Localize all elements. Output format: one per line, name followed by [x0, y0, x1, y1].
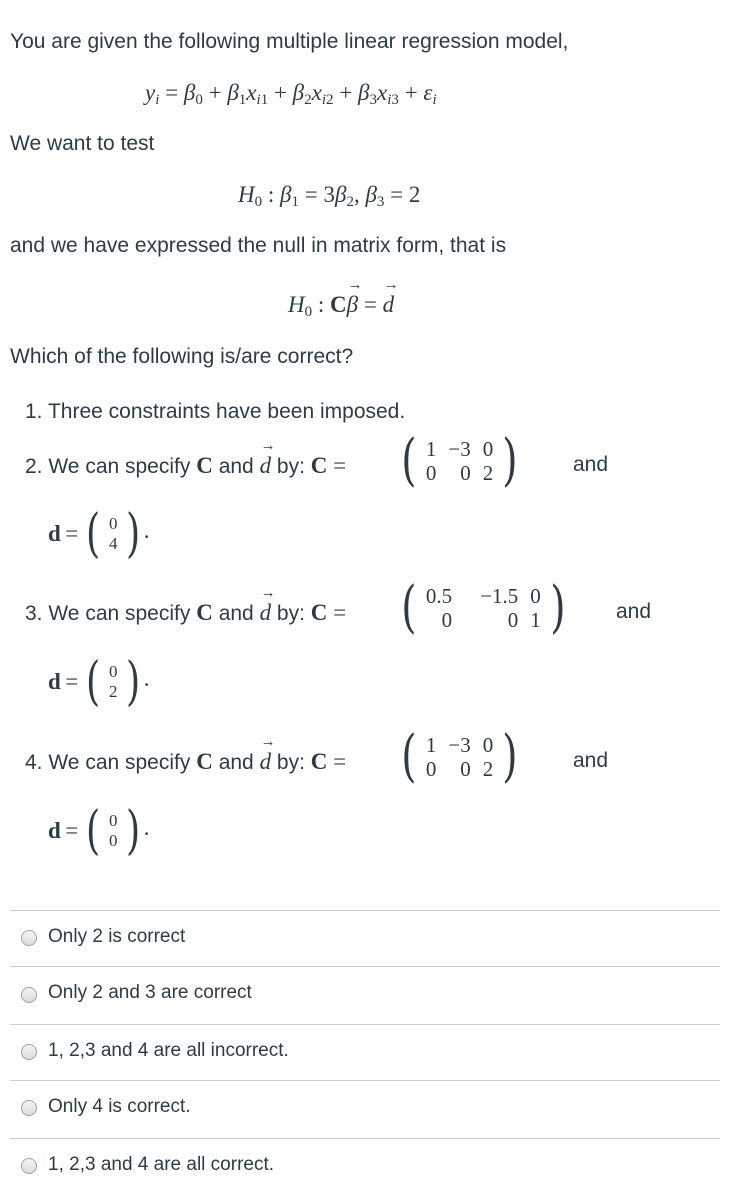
option-label: 1, 2,3 and 4 are all incorrect. — [48, 1040, 289, 1061]
null-hypothesis: $H_0$ : $\beta_1 = 3\beta_2$, $\beta_3 = 2$ — [238, 182, 421, 210]
d-vector-4: d = ( 0 0 ) . — [48, 801, 150, 861]
matrix-intro-text: and we have expressed the null in matrix form, that is — [10, 234, 507, 257]
c-symbol: C — [196, 600, 213, 625]
by-word: by: — [276, 455, 305, 478]
radio-button[interactable] — [21, 987, 37, 1003]
statement-number: 3. — [25, 602, 43, 625]
answer-option-2[interactable] — [10, 967, 720, 1024]
answer-option-3[interactable] — [10, 1025, 720, 1080]
radio-button[interactable] — [21, 1158, 37, 1174]
statement-text: We can specify — [48, 455, 191, 478]
option-label: Only 2 is correct — [48, 926, 186, 947]
statement-number: 1. — [25, 400, 43, 423]
statement-text: We can specify — [48, 602, 191, 625]
option-label: 1, 2,3 and 4 are all correct. — [48, 1154, 275, 1175]
by-word: by: — [276, 602, 305, 625]
d-vector-3: d = ( 0 2 ) . — [48, 652, 150, 712]
by-word: by: — [276, 751, 305, 774]
and-word: and — [218, 455, 254, 478]
c-matrix-4: ( 1 −3 0 0 0 2 ) — [401, 724, 518, 789]
option-label: Only 2 and 3 are correct — [48, 982, 252, 1003]
question-prompt: Which of the following is/are correct? — [10, 345, 354, 368]
trail-and: and — [573, 453, 609, 476]
statement-number: 2. — [25, 455, 43, 478]
c-matrix-3: ( 0.5 −1.5 0 0 0 1 ) — [401, 575, 566, 640]
radio-button[interactable] — [21, 1100, 37, 1116]
c-symbol: C — [196, 453, 213, 478]
statement-2: 2. We can specify C and → d by: C = — [25, 453, 346, 479]
answer-option-4[interactable] — [10, 1081, 720, 1138]
regression-equation: $y_i = \beta_0 + \beta_1x_{i1} + \beta_2x_{i2} + \beta_3x_{i3} + \varepsilon_i$ — [145, 80, 437, 108]
we-want-text: We want to test — [10, 132, 155, 155]
question-intro: You are given the following multiple linear regression model, — [10, 30, 569, 53]
answer-option-5[interactable] — [10, 1139, 720, 1194]
radio-button[interactable] — [21, 1044, 37, 1060]
c-matrix-2: ( 1 −3 0 0 0 2 ) — [401, 428, 518, 493]
trail-and: and — [616, 600, 652, 623]
answer-option-1[interactable] — [10, 911, 720, 966]
and-word: and — [218, 602, 254, 625]
trail-and: and — [573, 749, 609, 772]
null-matrix-form: $H_0$ : C→ β = → d — [288, 292, 394, 318]
statement-4: 4. We can specify C and → d by: C = — [25, 749, 346, 775]
d-vector-2: d = ( 0 4 ) . — [48, 504, 150, 564]
option-label: Only 4 is correct. — [48, 1096, 191, 1117]
radio-button[interactable] — [21, 930, 37, 946]
statement-3: 3. We can specify C and → d by: C = — [25, 600, 346, 626]
and-word: and — [218, 751, 254, 774]
statement-text: We can specify — [48, 751, 191, 774]
statement-1 — [25, 400, 405, 424]
statement-number: 4. — [25, 751, 43, 774]
c-symbol: C — [196, 749, 213, 774]
statement-text: Three constraints have been imposed. — [47, 400, 406, 423]
